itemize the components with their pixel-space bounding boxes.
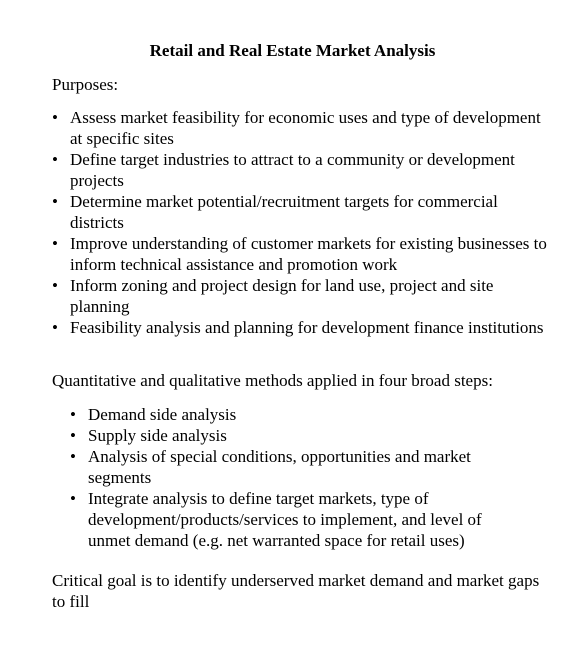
list-item-text: Define target industries to attract to a community or development projects xyxy=(70,150,515,190)
list-item xyxy=(70,446,520,488)
list-item-text: Supply side analysis xyxy=(88,426,227,445)
list-item-text: Determine market potential/recruitment targets for commercial districts xyxy=(70,192,498,232)
document-title: Retail and Real Estate Market Analysis xyxy=(149,41,436,60)
list-item-text: Demand side analysis xyxy=(88,405,237,424)
list-item xyxy=(70,404,520,425)
bullet-icon: • xyxy=(52,150,58,169)
bullet-icon: • xyxy=(70,426,76,445)
steps-list xyxy=(70,404,520,551)
bullet-icon: • xyxy=(52,318,58,337)
list-item xyxy=(52,107,552,149)
list-item xyxy=(52,191,552,233)
bullet-icon: • xyxy=(52,192,58,211)
list-item-text: Analysis of special conditions, opportunities and market segments xyxy=(88,447,471,487)
purposes-label: Purposes: xyxy=(52,75,119,94)
list-item xyxy=(52,275,552,317)
list-item-text: Assess market feasibility for economic uses and type of development at specific sites xyxy=(70,108,541,148)
purposes-list xyxy=(52,107,552,338)
list-item xyxy=(70,425,520,446)
list-item-text: Improve understanding of customer markets for existing businesses to inform technical assistance and promotion work xyxy=(70,234,547,274)
bullet-icon: • xyxy=(70,405,76,424)
bullet-icon: • xyxy=(70,489,76,508)
list-item-text: Feasibility analysis and planning for development finance institutions xyxy=(70,318,544,337)
closing-statement: Critical goal is to identify underserved market demand and market gaps to fill xyxy=(52,571,540,611)
bullet-icon: • xyxy=(52,276,58,295)
list-item xyxy=(70,488,520,551)
bullet-icon: • xyxy=(70,447,76,466)
list-item xyxy=(52,149,552,191)
bullet-icon: • xyxy=(52,108,58,127)
list-item-text: Integrate analysis to define target markets, type of development/products/services to implement, and level of unmet demand (e.g. net warranted space for retail uses) xyxy=(88,489,482,550)
bullet-icon: • xyxy=(52,234,58,253)
list-item-text: Inform zoning and project design for land use, project and site planning xyxy=(70,276,494,316)
list-item xyxy=(52,317,552,338)
methods-label: Quantitative and qualitative methods applied in four broad steps: xyxy=(52,371,493,390)
list-item xyxy=(52,233,552,275)
